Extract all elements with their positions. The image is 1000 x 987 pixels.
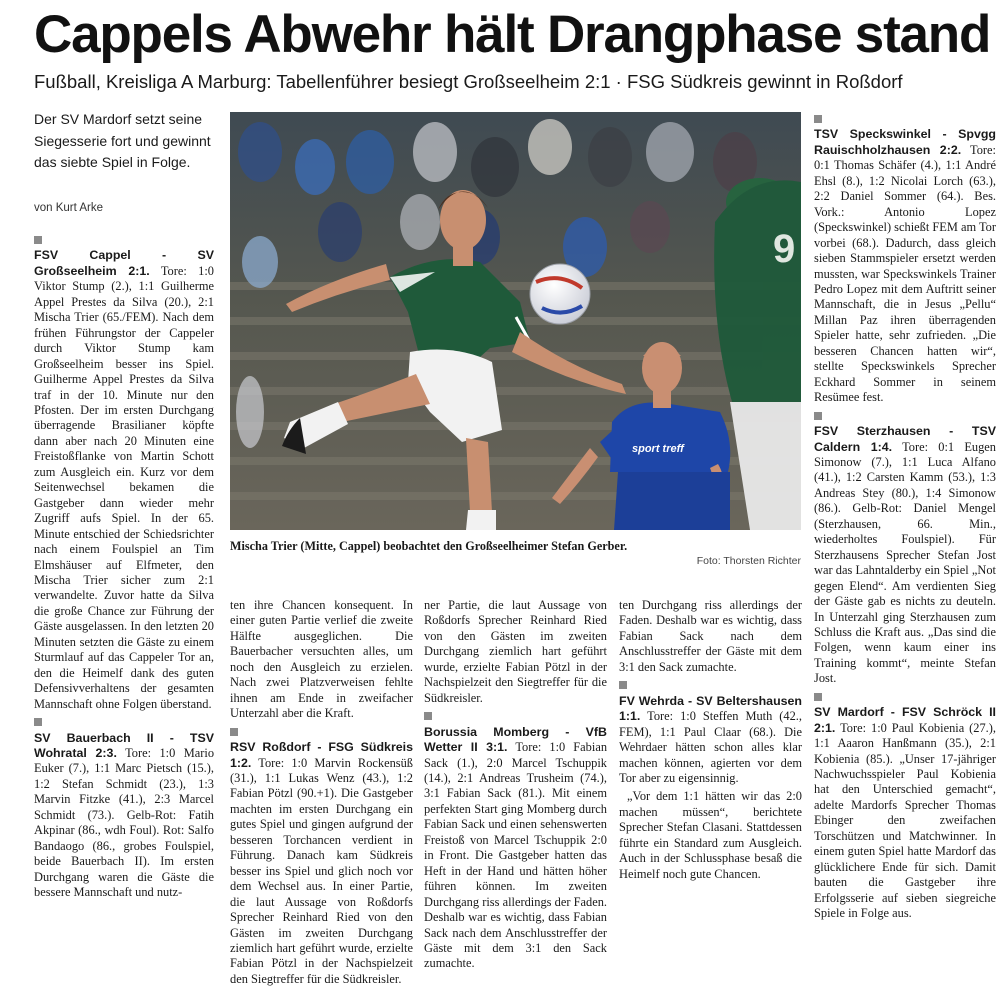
bullet-square-icon: [814, 115, 822, 123]
article-column-3: [424, 598, 608, 971]
match-heading: RSV Roßdorf - FSG Südkreis 1:2.: [230, 740, 413, 770]
match-text: Tore: 1:0 Viktor Stump (2.), 1:1 Guilherme Appel Prestes da Silva (20.), 2:1 Mischa Trier (65./FEM). Nach dem frühen Führungstor der Cappeler durch Viktor Stump kam Großseelheim besser ins Spiel. Guilherme Appel Prestes da Silva traf in der 10. Minute nur den Pfosten. Der im ersten Durchgang überragende Brasilianer köpfte dann aber nach 20 Minuten eine Freistoßflanke von Martin Schott zum Ausgleich ein. Kurz vor dem Seitenwechsel bekamen die Gastgeber dann wieder mehr Zugriff aufs Spiel. In der 65. Minute entschied der Schiedsrichter nach einem Foulspiel an Tim Elmshäuser auf Elfmeter, den Mischa Trier sicher zum 2:1 verwandelte. Zuvor hatte da Silva die große Chance zur Führung der Gäste ausgelassen. In den letzten 20 Minuten setzten die Gäste zu einem Sturmlauf auf das Cappeler Tor an, den die Heimelf dank des guten Defensivverhaltens der gesamten Mannschaft ohne Folgen überstand.: [34, 263, 214, 711]
bullet-square-icon: [814, 412, 822, 420]
match-report: [814, 112, 996, 127]
byline: von Kurt Arke: [34, 202, 104, 214]
jersey-sponsor-text: sport treff: [632, 443, 684, 455]
match-heading: SV Mardorf - FSV Schröck II 2:1.: [814, 705, 996, 735]
match-report: [814, 690, 996, 705]
match-heading: FSV Cappel - SV Großseelheim 2:1.: [34, 248, 214, 278]
photo-caption: Mischa Trier (Mitte, Cappel) beobachtet den Großseelheimer Stefan Gerber.: [230, 539, 628, 553]
jersey-number: 9: [773, 227, 796, 271]
intro-teaser: Der SV Mardorf setzt seine Siegesserie fort und gewinnt das siebte Spiel in Folge.: [34, 111, 211, 170]
match-heading: FSV Sterzhausen - TSV Caldern 1:4.: [814, 424, 996, 454]
match-text: Tore: 0:1 Thomas Schäfer (4.), 1:1 André Ehsl (8.), 1:2 Nicolai Lorch (63.), 2:2 Daniel Sommer (64.). Bes. Vork.: Antonio Lopez (Speckswinkel) schießt FEM am Tor vorbei (68.). Dadurch, dass gleich sieben Stammspieler ersetzt werden mussten, war Speckswinkels Trainer Pedro Lopez mit dem Auftritt seiner Mannschaft, die in Jesus „Pellu“ Millan Paz ihren überragenden Spieler hatte, sehr zufrieden. „Die besseren Chancen hatten wir“, stellte Speckswinkels Sprecher Eckhard Sommer in seinem Resümee fest.: [814, 142, 996, 405]
match-text: Tore: 1:0 Mario Euker (7.), 1:1 Marc Pietsch (15.), 1:2 Stefan Schmidt (23.), 1:3 Marvin Fitzke (41.), 2:3 Marcel Schmidt (73.). Gelb-Rot: Fatih Akpinar (86., wdh Foul). Rot: Salfo Bandaogo (86., grobes Foulspiel, beide Bauerbach II). Im ersten Durchgang waren die Gäste die bessere Mannschaft und nutz-: [34, 745, 215, 900]
bullet-square-icon: [814, 693, 822, 701]
bullet-square-icon: [34, 718, 42, 726]
headline: Cappels Abwehr hält Drangphase stand: [34, 5, 991, 64]
photo-credit: Foto: Thorsten Richter: [696, 555, 801, 567]
bullet-square-icon: [34, 236, 42, 244]
match-text: Tore: 1:0 Paul Kobienia (27.), 1:1 Aaaron Hanßmann (35.), 2:1 Kobienia (85.). „Unser 17-jähriger Nachwuchsspieler Paul Kobienia hat den Unterschied gemacht“, adelte Mardorfs Sprecher Thomas Ebinger den zweifachen Torschützen und Matchwinner. In einem guten Spiel hatte Mardorf das glücklichere Ende für sich. Damit bauten die Gastgeber ihre Erfolgsserie auf sieben siegreiche Spiele in Folge aus.: [814, 720, 996, 921]
match-quote: „Vor dem 1:1 hätten wir das 2:0 machen müssen“, berichtete Sprecher Stefan Clasani. Stattdessen führte ein Standard zum Ausgleich. Auch in der Schlussphase besaß die Heimelf noch gute Chancen.: [619, 789, 802, 881]
match-heading: SV Bauerbach II - TSV Wohratal 2:3.: [34, 730, 214, 760]
bullet-square-icon: [619, 681, 627, 689]
article-column-1: [34, 233, 215, 900]
match-photo: [230, 112, 801, 530]
match-report: [34, 715, 214, 730]
match-heading: TSV Speckswinkel - Spvgg Rauischholzhausen 2:2.: [814, 127, 996, 157]
match-photo-illustration: [230, 112, 801, 530]
match-report: [619, 678, 802, 693]
bullet-square-icon: [424, 712, 432, 720]
match-heading: Borussia Momberg - VfB Wetter II 3:1.: [424, 724, 607, 755]
subheadline: Fußball, Kreisliga A Marburg: Tabellenführer besiegt Großseelheim 2:1 · FSG Südkreis gewinnt in Roßdorf: [34, 71, 903, 92]
match-text-continued: ner Partie, die laut Aussage von Roßdorfs Sprecher Reinhard Ried von den Gästen im zweiten Durchgang ziemlich hart geführt wurde, erzielte Fabian Pötzl in der Nachspielzeit den Siegtreffer für die Südkreisler.: [424, 598, 607, 705]
bullet-square-icon: [230, 728, 238, 736]
match-report: [230, 725, 413, 740]
match-heading: FV Wehrda - SV Beltershausen 1:1.: [619, 693, 802, 724]
match-text: Tore: 1:0 Steffen Muth (42., FEM), 1:1 Paul Claar (68.). Die Wehrdaer hätten schon alles klar machen können, agierten vor dem Tor aber zu eigensinnig.: [619, 709, 802, 785]
article-column-2: [230, 598, 413, 986]
article-column-4: [619, 598, 802, 881]
match-text: Tore: 0:1 Eugen Simonow (7.), 1:1 Luca Alfano (41.), 1:2 Carsten Kamm (53.), 1:3 Andreas Stey (80.), 1:4 Simonow (86.). Gelb-Rot: Daniel Mengel (Sterzhausen, 66. Min., wiederholtes Foulspiel). Für Sterzhausens Sprecher Stefan Jost war das Lahntalderby ein Spiel „Not gegen Elend“. Am verdienten Sieg der Gäste gab es nichts zu deuteln. In Unterzahl ging Sterzhausen zum Schluss die Kraft aus. „Das sind die Folgen, wenn kaum einer ins Training kommt“, meinte Stefan Jost.: [814, 439, 996, 686]
match-text-continued: ten ihre Chancen konsequent. In einer guten Partie verlief die zweite Hälfte ausgeglichen. Die Bauerbacher versuchten alles, um noch den Ausgleich zu erzielen. Nach zwei Platzverweisen fehlte ihnen am Ende in zweifacher Unterzahl aber die Kraft.: [230, 598, 413, 721]
match-report: [34, 233, 214, 248]
match-report: [814, 409, 996, 424]
match-report: [424, 709, 607, 724]
match-text: Tore: 1:0 Marvin Rockensüß (31.), 1:1 Lukas Wenz (43.), 1:2 Fabian Pötzl (90.+1). Die Gastgeber machten im ersten Durchgang ein gutes Spiel und gingen aufgrund der besseren Torchancen verdient in Führung. Danach kam Südkreis besser ins Spiel und glich noch vor dem Wechsel aus. In einer Partie, die laut Aussage von Roßdorfs Sprecher Reinhard Ried von den Gästen im zweiten Durchgang ziemlich hart geführt wurde, erzielte Fabian Pötzl in der Nachspielzeit den Siegtreffer für die Südkreisler.: [230, 755, 413, 986]
match-text-continued: ten Durchgang riss allerdings der Faden. Deshalb war es wichtig, dass Fabian Sack nach dem Anschlusstreffer der Gäste mit dem 3:1 den Sack zumachte.: [619, 598, 802, 674]
match-text: Tore: 1:0 Fabian Sack (1.), 2:0 Marcel Tschuppik (14.), 2:1 Andreas Trusheim (74.), 3:1 Fabian Sack (81.). Mit einem perfekten Start ging Momberg durch Fabian Sack und einen sehenswerten Freistoß von Marcel Tschuppik 2:0 in Front. Die Gastgeber hatten das Heft in der Hand und hätten höher führen können. Im zweiten Durchgang riss allerdings der Faden. Deshalb war es wichtig, dass Fabian Sack nach dem Anschlusstreffer der Gäste mit dem 3:1 den Sack zumachte.: [424, 740, 608, 971]
football-icon: [530, 264, 590, 324]
article-column-5: [814, 112, 996, 921]
